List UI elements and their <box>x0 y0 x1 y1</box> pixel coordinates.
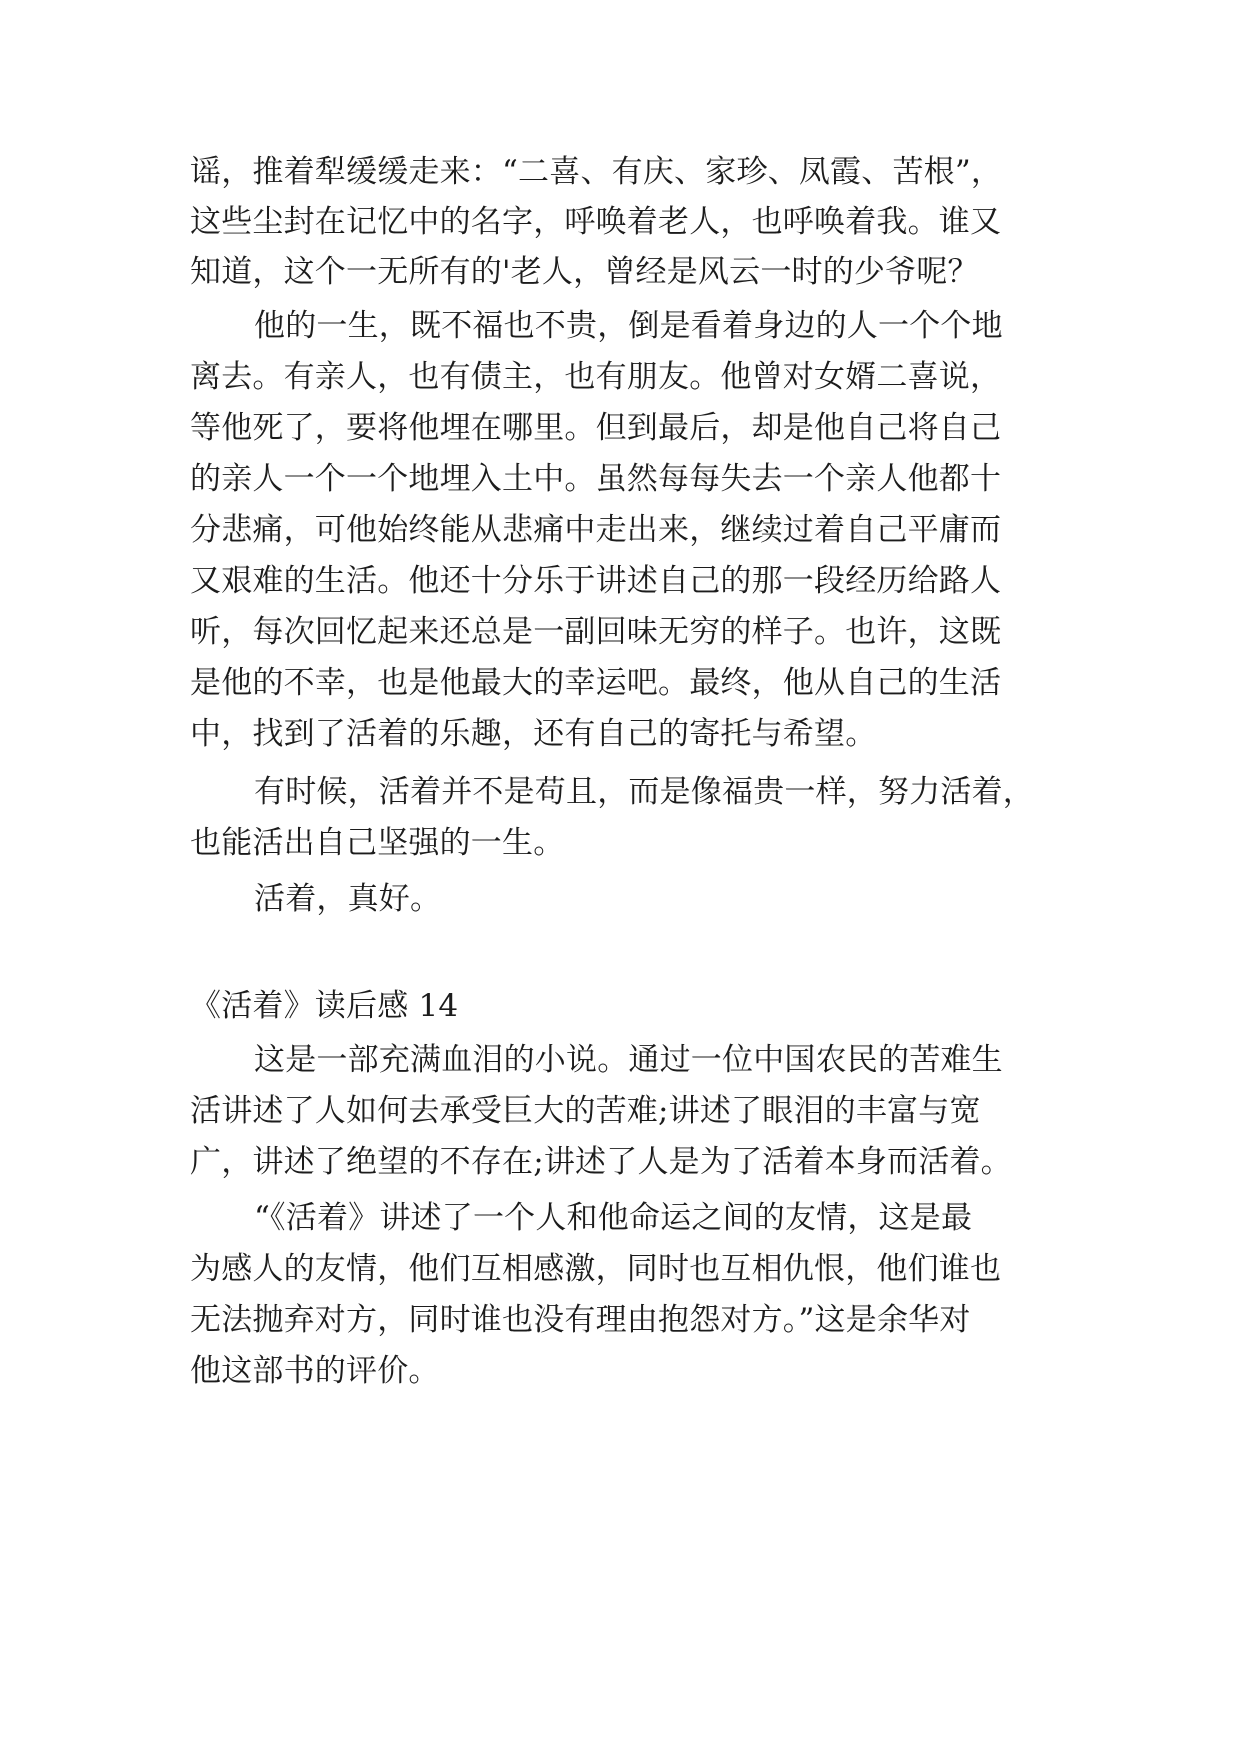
text-line: 中，找到了活着的乐趣，还有自己的寄托与希望。 <box>190 716 877 752</box>
text-line: 又艰难的生活。他还十分乐于讲述自己的那一段经历给路人 <box>190 563 1002 599</box>
text-line: 活讲述了人如何去承受巨大的苦难;讲述了眼泪的丰富与宽 <box>190 1093 981 1129</box>
text-line: 无法抛弃对方，同时谁也没有理由抱怨对方。”这是余华对 <box>190 1302 971 1338</box>
text-line: 活着，真好。 <box>254 881 442 917</box>
text-line: 广，讲述了绝望的不存在;讲述了人是为了活着本身而活着。 <box>190 1144 1012 1180</box>
text-line: 谣，推着犁缓缓走来：“二喜、有庆、家珍、凤霞、苦根”， <box>190 154 1003 190</box>
text-line: 他这部书的评价。 <box>190 1353 440 1389</box>
text-line: “《活着》讲述了一个人和他命运之间的友情，这是最 <box>254 1200 973 1236</box>
text-line: 分悲痛，可他始终能从悲痛中走出来，继续过着自己平庸而 <box>190 512 1002 548</box>
section-heading: 《活着》读后感 14 <box>190 988 459 1024</box>
text-line: 离去。有亲人，也有债主，也有朋友。他曾对女婿二喜说， <box>190 359 1002 395</box>
text-line: 有时候，活着并不是苟且，而是像福贵一样，努力活着， <box>254 774 1034 810</box>
text-line: 知道，这个一无所有的'老人，曾经是风云一时的少爷呢？ <box>190 254 979 290</box>
text-line: 是他的不幸，也是他最大的幸运吧。最终，他从自己的生活 <box>190 665 1002 701</box>
text-line: 听，每次回忆起来还总是一副回味无穷的样子。也许，这既 <box>190 614 1002 650</box>
text-line: 这些尘封在记忆中的名字，呼唤着老人，也呼唤着我。谁又 <box>190 204 1002 240</box>
text-line: 为感人的友情，他们互相感激，同时也互相仇恨，他们谁也 <box>190 1251 1002 1287</box>
text-line: 等他死了，要将他埋在哪里。但到最后，却是他自己将自己 <box>190 410 1002 446</box>
text-line: 也能活出自己坚强的一生。 <box>190 825 565 861</box>
text-line: 的亲人一个一个地埋入土中。虽然每每失去一个亲人他都十 <box>190 461 1002 497</box>
text-line: 这是一部充满血泪的小说。通过一位中国农民的苦难生 <box>254 1042 1003 1078</box>
text-line: 他的一生，既不福也不贵，倒是看着身边的人一个个地 <box>254 308 1003 344</box>
